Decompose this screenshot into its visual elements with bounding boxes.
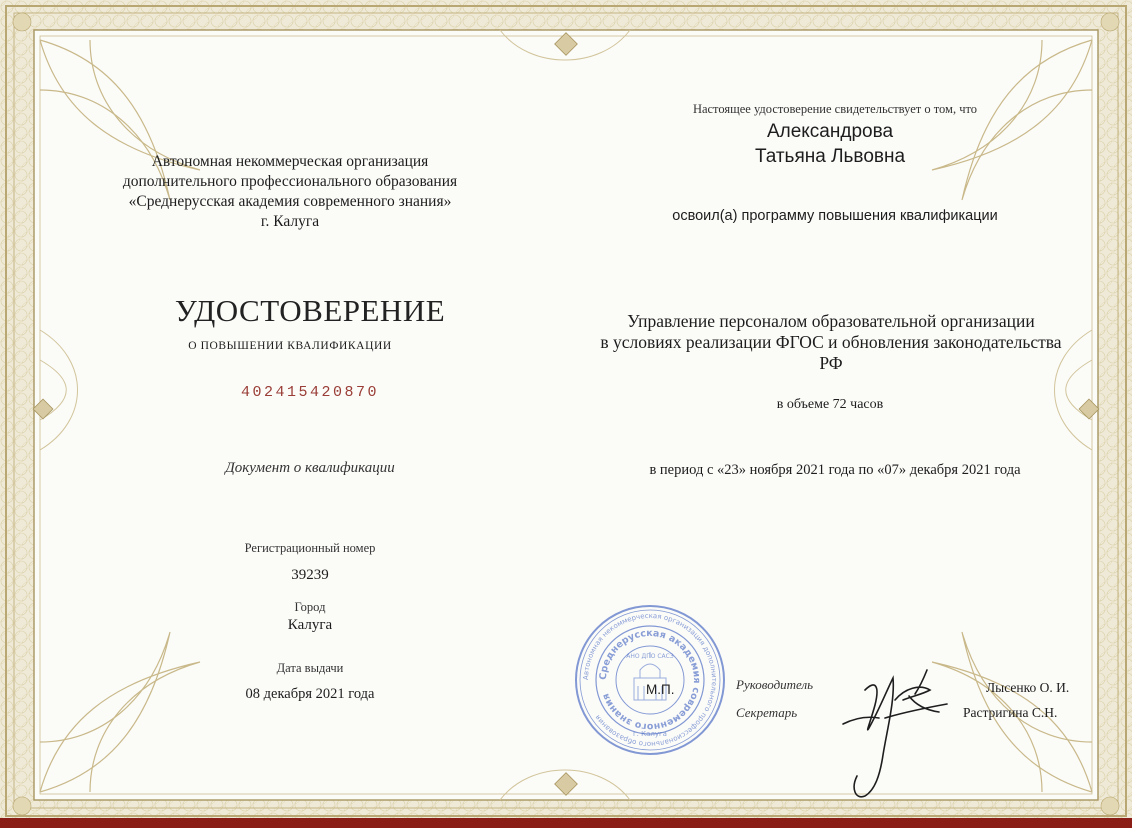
recipient-surname: Александрова bbox=[766, 121, 894, 142]
organization-line-2: дополнительного профессионального образования bbox=[122, 173, 458, 190]
document-kind: Документ о квалификации bbox=[225, 460, 395, 476]
organization-line-3: «Среднерусская академия современного знания» bbox=[128, 193, 452, 210]
issue-date-label: Дата выдачи bbox=[276, 661, 344, 675]
seal-city-text: г. Калуга bbox=[633, 730, 667, 738]
handwritten-signature bbox=[835, 660, 965, 800]
program-line-3: РФ bbox=[819, 353, 843, 373]
secretary-label: Секретарь bbox=[736, 705, 798, 720]
program-volume: в объеме 72 часов bbox=[776, 397, 884, 412]
program-line-2: в условиях реализации ФГОС и обновления законодательства bbox=[600, 332, 1062, 352]
bottom-edge-strip bbox=[0, 818, 1132, 828]
organization-seal bbox=[570, 600, 730, 760]
registration-number: 39239 bbox=[291, 567, 329, 583]
issue-date-value: 08 декабря 2021 года bbox=[245, 686, 375, 702]
registration-label: Регистрационный номер bbox=[244, 541, 376, 555]
head-name: Лысенко О. И. bbox=[986, 680, 1070, 695]
city-label: Город bbox=[294, 600, 326, 614]
document-title: УДОСТОВЕРЕНИЕ bbox=[174, 293, 446, 328]
organization-block bbox=[100, 152, 480, 232]
secretary-name: Растригина С.Н. bbox=[963, 705, 1058, 720]
serial-number: 402415420870 bbox=[240, 384, 380, 401]
seal-center-text: АНО ДПО САСЗ bbox=[626, 653, 674, 660]
recipient-given-names: Татьяна Львовна bbox=[754, 146, 906, 167]
head-label: Руководитель bbox=[736, 677, 814, 692]
seal-place-label: М.П. bbox=[646, 682, 675, 697]
organization-line-1: Автономная некоммерческая организация bbox=[151, 153, 429, 170]
svg-text:Среднерусская академия совреме bbox=[598, 628, 702, 732]
document-subtitle: О ПОВЫШЕНИИ КВАЛИФИКАЦИИ bbox=[188, 340, 392, 352]
seal-inner-text: Среднерусская академия современного знания bbox=[597, 627, 703, 733]
intro-text: Настоящее удостоверение свидетельствует о том, что bbox=[692, 102, 978, 116]
seal-ring-text: Автономная некоммерческая организация дополнительного профессионального образования bbox=[581, 611, 719, 749]
organization-city: г. Калуга bbox=[260, 213, 320, 230]
program-title bbox=[565, 311, 1097, 374]
program-intro: освоил(а) программу повышения квалификации bbox=[672, 208, 998, 224]
program-period: в период с «23» ноября 2021 года по «07» декабря 2021 года bbox=[649, 462, 1021, 478]
program-line-1: Управление персоналом образовательной организации bbox=[627, 311, 1035, 331]
city-value: Калуга bbox=[287, 617, 333, 633]
